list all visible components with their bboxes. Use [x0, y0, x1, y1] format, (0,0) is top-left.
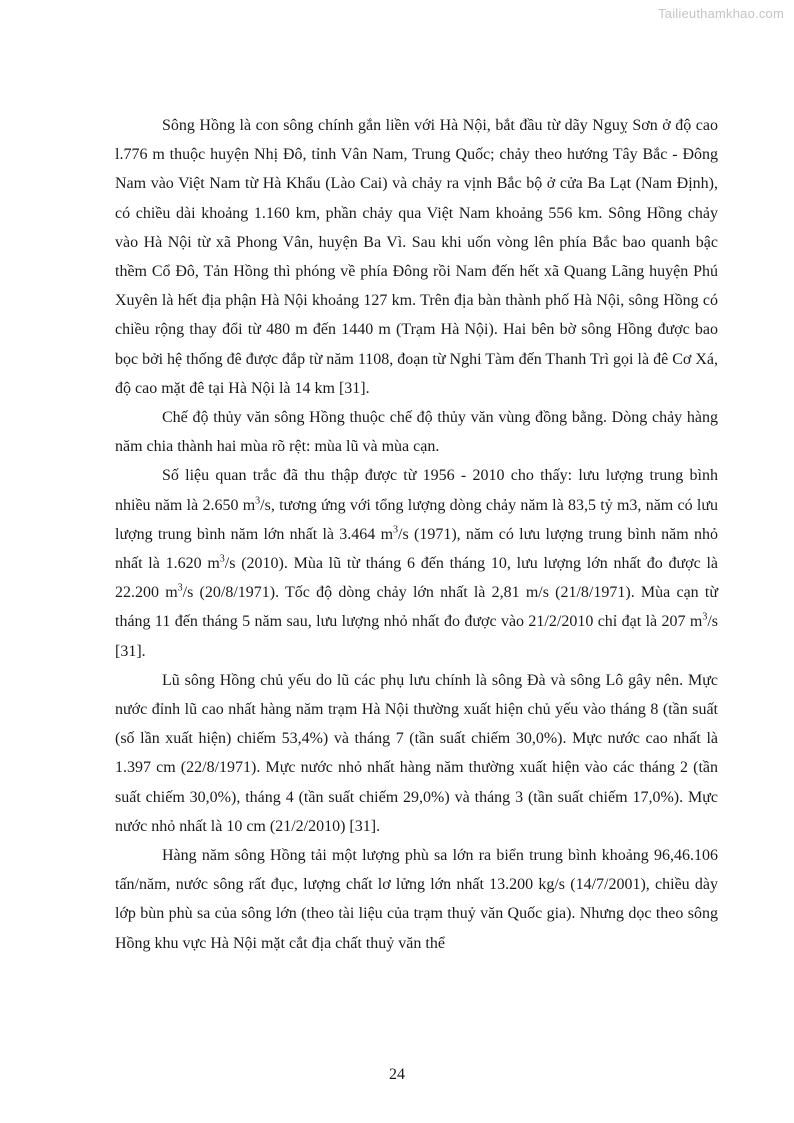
superscript: 3	[393, 524, 399, 536]
text-run: /s (20/8/1971). Tốc độ dòng chảy lớn nhất là 2,81 m/s (21/8/1971). Mùa cạn từ tháng 11 đến tháng 5 năm sau, lưu lượng nhỏ nhất đo được vào 21/2/2010 chỉ đạt là 207 m	[115, 584, 718, 631]
text-run: Lũ sông Hồng chủ yếu do lũ các phụ lưu chính là sông Đà và sông Lô gây nên. Mực nước đỉnh lũ cao nhất hàng năm trạm Hà Nội thường xuất hiện chủ yếu vào tháng 8 (tần suất (số lần xuất hiện) chiếm 53,4%) và tháng 7 (tần suất chiếm 30,0%). Mực nước cao nhất là 1.397 cm (22/8/1971). Mực nước nhỏ nhất hàng năm thường xuất hiện vào các tháng 2 (tần suất chiếm 30,0%), tháng 4 (tần suất chiếm 29,0%) và tháng 3 (tần suất chiếm 17,0%). Mực nước nhỏ nhất là 10 cm (21/2/2010) [31].	[115, 671, 718, 835]
document-body	[115, 111, 718, 958]
paragraph-4	[115, 666, 718, 841]
text-run: Sông Hồng là con sông chính gắn liền với Hà Nội, bắt đầu từ dãy Nguỵ Sơn ở độ cao l.776 m thuộc huyện Nhị Đô, tỉnh Vân Nam, Trung Quốc; chảy theo hướng Tây Bắc - Đông Nam vào Việt Nam từ Hà Khẩu (Lào Cai) và chảy ra vịnh Bắc bộ ở cửa Ba Lạt (Nam Định), có chiều dài khoảng 1.160 km, phần chảy qua Việt Nam khoảng 556 km. Sông Hồng chảy vào Hà Nội từ xã Phong Vân, huyện Ba Vì. Sau khi uốn vòng lên phía Bắc bao quanh bậc thềm Cổ Đô, Tản Hồng thì phóng về phía Đông rồi Nam đến hết xã Quang Lãng huyện Phú Xuyên là hết địa phận Hà Nội khoảng 127 km. Trên địa bàn thành phố Hà Nội, sông Hồng có chiều rộng thay đổi từ 480 m đến 1440 m (Trạm Hà Nội). Hai bên bờ sông Hồng được bao bọc bởi hệ thống đê được đắp từ năm 1108, đoạn từ Nghi Tàm đến Thanh Trì gọi là đê Cơ Xá, độ cao mặt đê tại Hà Nội là 14 km [31].	[115, 117, 718, 397]
text-run: /s, tương ứng với tổng lượng dòng chảy năm là 83,5 tỷ m3, năm có lưu lượng trung bình năm lớn nhất là 3.464 m	[115, 496, 718, 543]
superscript: 3	[702, 612, 708, 624]
page-number: 24	[389, 1066, 405, 1083]
text-run: Chế độ thủy văn sông Hồng thuộc chế độ thủy văn vùng đồng bằng. Dòng chảy hàng năm chia thành hai mùa rõ rệt: mùa lũ và mùa cạn.	[115, 409, 718, 456]
superscript: 3	[255, 495, 261, 507]
paragraph-5	[115, 841, 718, 958]
paragraph-3	[115, 461, 718, 665]
text-run: /s [31].	[115, 613, 718, 660]
superscript: 3	[177, 582, 183, 594]
text-run: /s (1971), năm có lưu lượng trung bình năm nhỏ nhất là 1.620 m	[115, 525, 719, 573]
paragraph-2	[115, 403, 718, 461]
text-run: Hàng năm sông Hồng tải một lượng phù sa lớn ra biển trung bình khoảng 96,46.106 tấn/năm, nước sông rất đục, lượng chất lơ lửng lớn nhất 13.200 kg/s (14/7/2001), chiều dày lớp bùn phù sa của sông lớn (theo tài liệu của trạm thuỷ văn Quốc gia). Nhưng dọc theo sông Hồng khu vực Hà Nội mặt cắt địa chất thuỷ văn thể	[115, 847, 718, 952]
watermark: Tailieuthamkhao.com	[658, 6, 784, 21]
paragraph-1	[115, 111, 718, 403]
text-run: Số liệu quan trắc đã thu thập được từ 1956 - 2010 cho thấy: lưu lượng trung bình nhiều năm là 2.650 m	[115, 467, 718, 514]
text-run: /s (2010). Mùa lũ từ tháng 6 đến tháng 10, lưu lượng lớn nhất đo được là 22.200 m	[115, 555, 719, 602]
superscript: 3	[219, 553, 225, 565]
